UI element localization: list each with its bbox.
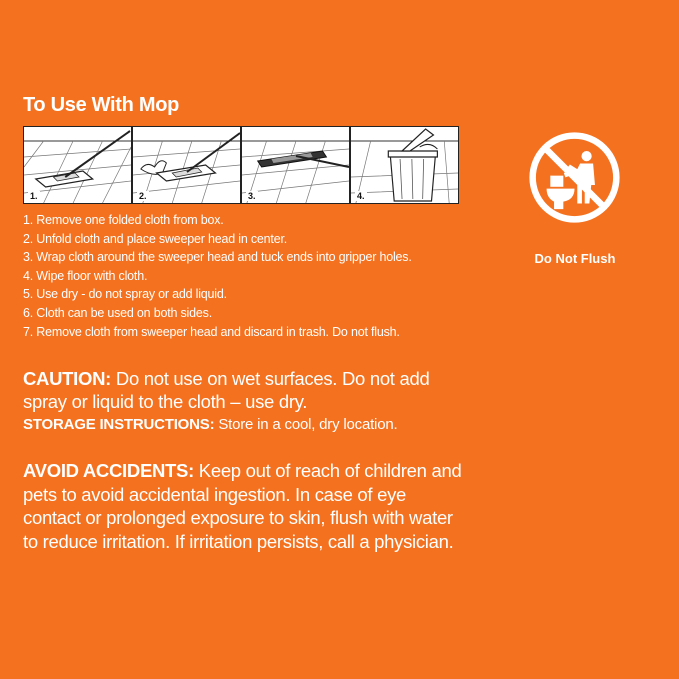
instruction-step: 6. Cloth can be used on both sides. <box>23 305 212 320</box>
instruction-step: 1. Remove one folded cloth from box. <box>23 213 224 227</box>
step-number: 2. <box>139 191 147 201</box>
step-3-drawing <box>242 127 349 203</box>
page-title: To Use With Mop <box>23 94 180 116</box>
caution-text: Do not use on wet surfaces. Do not add spray or liquid to the cloth – use dry. <box>23 368 430 412</box>
step-4-drawing <box>351 127 458 203</box>
accidents-text: Keep out of reach of children and pets to avoid accidental ingestion. In case of eye contact or prolonged exposure to skin, flush with water to reduce irritation. If irritation persists, call a physician. <box>23 460 462 552</box>
instruction-step: 3. Wrap cloth around the sweeper head and tuck ends into gripper holes. <box>23 250 412 265</box>
step-illustration-3 <box>242 127 351 203</box>
step-number: 3. <box>248 191 256 201</box>
usage-instructions-list <box>23 211 412 341</box>
avoid-accidents-warning <box>23 459 463 553</box>
step-number: 4. <box>357 191 365 201</box>
no-flush-icon <box>528 131 621 224</box>
instruction-step: 2. Unfold cloth and place sweeper head in center. <box>23 231 287 246</box>
accidents-label: AVOID ACCIDENTS: <box>23 460 194 481</box>
step-number: 1. <box>30 191 38 201</box>
step-illustration-2 <box>133 127 242 203</box>
instruction-illustrations <box>23 126 459 204</box>
instruction-step: 5. Use dry - do not spray or add liquid. <box>23 287 227 302</box>
step-2-drawing <box>133 127 240 203</box>
storage-instructions <box>23 415 397 435</box>
step-illustration-1 <box>24 127 133 203</box>
storage-text: Store in a cool, dry location. <box>214 416 398 433</box>
storage-label: STORAGE INSTRUCTIONS: <box>23 416 215 433</box>
no-flush-label: Do Not Flush <box>534 251 616 266</box>
instruction-step: 4. Wipe floor with cloth. <box>23 268 148 283</box>
caution-warning <box>23 367 463 413</box>
caution-label: CAUTION: <box>23 368 112 389</box>
step-1-drawing <box>24 127 131 203</box>
instruction-step: 7. Remove cloth from sweeper head and discard in trash. Do not flush. <box>23 324 400 339</box>
step-illustration-4 <box>351 127 458 203</box>
